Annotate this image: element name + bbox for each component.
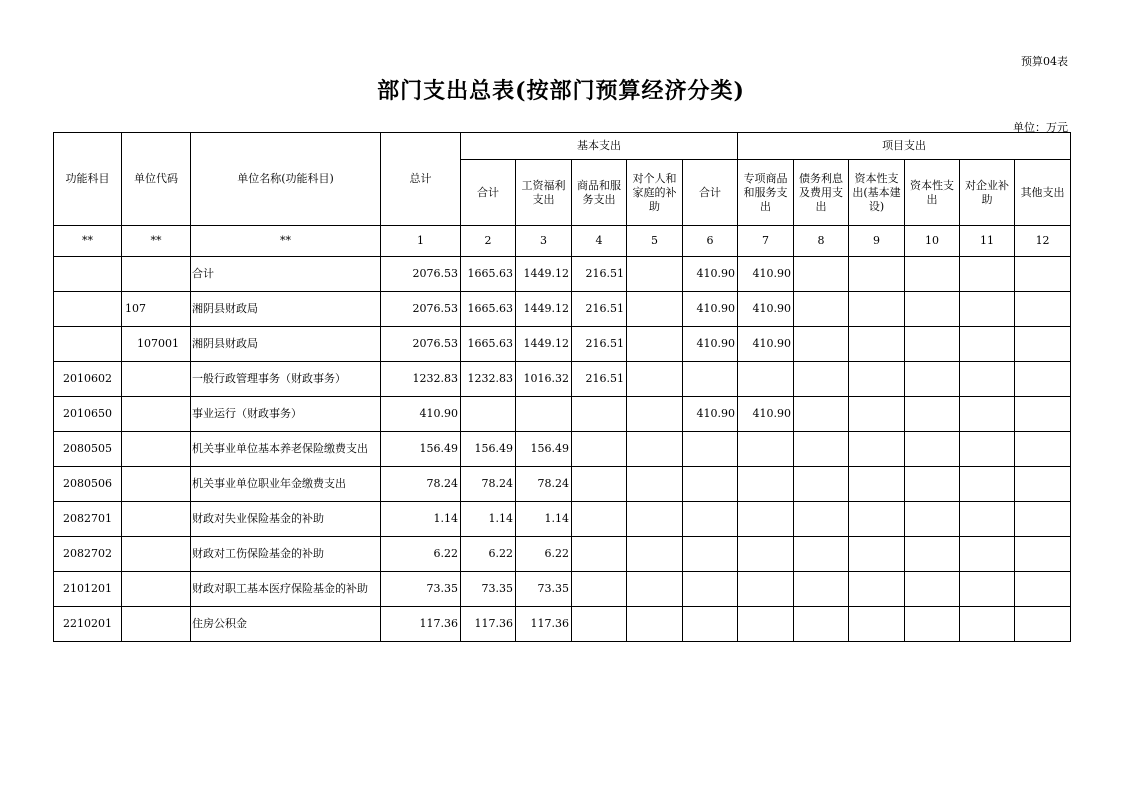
amount-cell xyxy=(738,572,794,607)
amount-cell xyxy=(1015,362,1071,397)
unit-code-cell xyxy=(122,502,191,537)
amount-cell xyxy=(905,397,960,432)
unit-name-cell: 机关事业单位基本养老保险缴费支出 xyxy=(191,432,381,467)
table-body xyxy=(54,257,1071,642)
header-unit-name: 单位名称(功能科目) xyxy=(191,133,381,226)
amount-cell xyxy=(683,467,738,502)
amount-cell xyxy=(905,432,960,467)
index-cell: 8 xyxy=(794,226,849,257)
amount-cell xyxy=(572,537,627,572)
amount-cell: 216.51 xyxy=(572,292,627,327)
amount-cell xyxy=(905,257,960,292)
amount-cell: 410.90 xyxy=(738,292,794,327)
amount-cell xyxy=(738,502,794,537)
table-row xyxy=(54,292,1071,327)
amount-cell xyxy=(905,537,960,572)
amount-cell xyxy=(905,292,960,327)
amount-cell xyxy=(683,362,738,397)
unit-name-cell: 合计 xyxy=(191,257,381,292)
func-subject-cell xyxy=(54,257,122,292)
amount-cell xyxy=(683,537,738,572)
header-project-col: 合计 xyxy=(683,160,738,226)
amount-cell xyxy=(627,572,683,607)
amount-cell: 216.51 xyxy=(572,362,627,397)
amount-cell xyxy=(905,362,960,397)
amount-cell xyxy=(905,607,960,642)
amount-cell xyxy=(1015,292,1071,327)
amount-cell xyxy=(1015,467,1071,502)
amount-cell xyxy=(960,397,1015,432)
amount-cell xyxy=(905,327,960,362)
amount-cell xyxy=(960,607,1015,642)
func-subject-cell: 2210201 xyxy=(54,607,122,642)
func-subject-cell: 2082701 xyxy=(54,502,122,537)
func-subject-cell: 2101201 xyxy=(54,572,122,607)
unit-name-cell: 财政对工伤保险基金的补助 xyxy=(191,537,381,572)
amount-cell xyxy=(794,572,849,607)
amount-cell: 78.24 xyxy=(381,467,461,502)
amount-cell xyxy=(794,502,849,537)
amount-cell xyxy=(461,397,516,432)
amount-cell xyxy=(849,292,905,327)
amount-cell xyxy=(849,362,905,397)
amount-cell xyxy=(738,467,794,502)
index-cell: 3 xyxy=(516,226,572,257)
amount-cell xyxy=(849,607,905,642)
amount-cell: 1232.83 xyxy=(461,362,516,397)
index-cell: ** xyxy=(122,226,191,257)
header-basic-expenditure: 基本支出 xyxy=(461,133,738,160)
unit-code-cell xyxy=(122,397,191,432)
table-row xyxy=(54,257,1071,292)
amount-cell: 6.22 xyxy=(381,537,461,572)
amount-cell xyxy=(849,502,905,537)
header-func-subject: 功能科目 xyxy=(54,133,122,226)
table-row xyxy=(54,502,1071,537)
amount-cell xyxy=(683,502,738,537)
unit-code-cell xyxy=(122,432,191,467)
func-subject-cell: 2080506 xyxy=(54,467,122,502)
amount-cell: 410.90 xyxy=(683,397,738,432)
amount-cell: 1.14 xyxy=(381,502,461,537)
unit-name-cell: 湘阴县财政局 xyxy=(191,327,381,362)
index-cell: 5 xyxy=(627,226,683,257)
amount-cell xyxy=(794,257,849,292)
unit-name-cell: 住房公积金 xyxy=(191,607,381,642)
amount-cell xyxy=(683,572,738,607)
amount-cell: 1.14 xyxy=(516,502,572,537)
index-cell: ** xyxy=(54,226,122,257)
amount-cell: 410.90 xyxy=(381,397,461,432)
amount-cell xyxy=(627,432,683,467)
amount-cell: 78.24 xyxy=(461,467,516,502)
amount-cell xyxy=(1015,607,1071,642)
amount-cell xyxy=(849,397,905,432)
amount-cell: 410.90 xyxy=(738,327,794,362)
amount-cell xyxy=(794,362,849,397)
unit-code-cell xyxy=(122,467,191,502)
amount-cell xyxy=(572,572,627,607)
amount-cell xyxy=(738,537,794,572)
unit-name-cell: 事业运行（财政事务） xyxy=(191,397,381,432)
amount-cell xyxy=(960,432,1015,467)
amount-cell xyxy=(627,257,683,292)
index-cell: 4 xyxy=(572,226,627,257)
amount-cell: 1232.83 xyxy=(381,362,461,397)
amount-cell xyxy=(794,537,849,572)
amount-cell: 410.90 xyxy=(683,292,738,327)
func-subject-cell: 2010650 xyxy=(54,397,122,432)
index-cell: 9 xyxy=(849,226,905,257)
expenditure-table xyxy=(53,132,1071,642)
amount-cell: 2076.53 xyxy=(381,327,461,362)
header-basic-col: 合计 xyxy=(461,160,516,226)
amount-cell xyxy=(738,607,794,642)
amount-cell xyxy=(849,537,905,572)
table-row xyxy=(54,397,1071,432)
func-subject-cell: 2082702 xyxy=(54,537,122,572)
table-row xyxy=(54,432,1071,467)
amount-cell xyxy=(627,502,683,537)
index-cell: 7 xyxy=(738,226,794,257)
page-title: 部门支出总表(按部门预算经济分类) xyxy=(377,78,745,104)
amount-cell: 117.36 xyxy=(516,607,572,642)
amount-cell xyxy=(627,607,683,642)
unit-name-cell: 湘阴县财政局 xyxy=(191,292,381,327)
amount-cell xyxy=(960,292,1015,327)
amount-cell xyxy=(738,362,794,397)
amount-cell xyxy=(960,537,1015,572)
amount-cell xyxy=(849,467,905,502)
amount-cell: 73.35 xyxy=(461,572,516,607)
amount-cell xyxy=(572,397,627,432)
amount-cell xyxy=(905,502,960,537)
amount-cell: 1.14 xyxy=(461,502,516,537)
amount-cell: 2076.53 xyxy=(381,292,461,327)
unit-code-cell xyxy=(122,537,191,572)
header-total: 总计 xyxy=(381,133,461,226)
amount-cell xyxy=(1015,502,1071,537)
unit-code-cell xyxy=(122,607,191,642)
header-project-col: 债务利息及费用支出 xyxy=(794,160,849,226)
index-row xyxy=(54,226,1071,257)
amount-cell xyxy=(960,257,1015,292)
amount-cell xyxy=(1015,537,1071,572)
amount-cell xyxy=(738,432,794,467)
amount-cell xyxy=(572,502,627,537)
amount-cell xyxy=(572,467,627,502)
unit-code-cell: 107001 xyxy=(122,327,191,362)
amount-cell: 410.90 xyxy=(738,257,794,292)
table-row xyxy=(54,327,1071,362)
amount-cell: 117.36 xyxy=(381,607,461,642)
func-subject-cell: 2080505 xyxy=(54,432,122,467)
amount-cell: 410.90 xyxy=(683,327,738,362)
amount-cell: 216.51 xyxy=(572,257,627,292)
table-row xyxy=(54,572,1071,607)
func-subject-cell xyxy=(54,292,122,327)
amount-cell: 1449.12 xyxy=(516,327,572,362)
header-basic-col: 对个人和家庭的补助 xyxy=(627,160,683,226)
amount-cell xyxy=(1015,397,1071,432)
amount-cell xyxy=(1015,327,1071,362)
amount-cell: 1665.63 xyxy=(461,257,516,292)
header-basic-col: 商品和服务支出 xyxy=(572,160,627,226)
amount-cell xyxy=(627,327,683,362)
table-row xyxy=(54,537,1071,572)
func-subject-cell: 2010602 xyxy=(54,362,122,397)
amount-cell xyxy=(627,362,683,397)
amount-cell: 410.90 xyxy=(683,257,738,292)
amount-cell: 156.49 xyxy=(461,432,516,467)
amount-cell: 1449.12 xyxy=(516,292,572,327)
header-project-expenditure: 项目支出 xyxy=(738,133,1071,160)
index-cell: 10 xyxy=(905,226,960,257)
amount-cell xyxy=(794,467,849,502)
amount-cell xyxy=(960,362,1015,397)
amount-cell xyxy=(849,432,905,467)
amount-cell xyxy=(627,292,683,327)
amount-cell xyxy=(960,502,1015,537)
amount-cell xyxy=(1015,572,1071,607)
amount-cell xyxy=(905,572,960,607)
unit-label: 单位：万元 xyxy=(1013,121,1068,134)
amount-cell xyxy=(627,537,683,572)
func-subject-cell xyxy=(54,327,122,362)
amount-cell xyxy=(794,607,849,642)
index-cell: 11 xyxy=(960,226,1015,257)
amount-cell xyxy=(572,432,627,467)
amount-cell xyxy=(960,327,1015,362)
amount-cell: 1449.12 xyxy=(516,257,572,292)
amount-cell: 1665.63 xyxy=(461,327,516,362)
amount-cell xyxy=(960,572,1015,607)
header-row-1 xyxy=(54,133,1071,160)
amount-cell xyxy=(683,432,738,467)
amount-cell: 6.22 xyxy=(516,537,572,572)
form-number: 预算04表 xyxy=(1021,55,1068,68)
amount-cell xyxy=(1015,432,1071,467)
amount-cell: 1665.63 xyxy=(461,292,516,327)
amount-cell xyxy=(794,432,849,467)
header-project-col: 资本性支出(基本建设) xyxy=(849,160,905,226)
unit-code-cell xyxy=(122,362,191,397)
header-basic-col: 工资福利支出 xyxy=(516,160,572,226)
header-project-col: 对企业补助 xyxy=(960,160,1015,226)
amount-cell xyxy=(627,467,683,502)
amount-cell xyxy=(794,292,849,327)
amount-cell: 1016.32 xyxy=(516,362,572,397)
header-unit-code: 单位代码 xyxy=(122,133,191,226)
index-cell: 12 xyxy=(1015,226,1071,257)
unit-name-cell: 财政对失业保险基金的补助 xyxy=(191,502,381,537)
unit-name-cell: 机关事业单位职业年金缴费支出 xyxy=(191,467,381,502)
amount-cell: 73.35 xyxy=(381,572,461,607)
index-cell: 6 xyxy=(683,226,738,257)
amount-cell xyxy=(572,607,627,642)
amount-cell xyxy=(627,397,683,432)
table-row xyxy=(54,362,1071,397)
header-project-col: 专项商品和服务支出 xyxy=(738,160,794,226)
amount-cell xyxy=(849,572,905,607)
unit-name-cell: 财政对职工基本医疗保险基金的补助 xyxy=(191,572,381,607)
unit-code-cell xyxy=(122,257,191,292)
table-row xyxy=(54,607,1071,642)
amount-cell xyxy=(1015,257,1071,292)
amount-cell: 117.36 xyxy=(461,607,516,642)
amount-cell: 73.35 xyxy=(516,572,572,607)
unit-name-cell: 一般行政管理事务（财政事务） xyxy=(191,362,381,397)
header-project-col: 资本性支出 xyxy=(905,160,960,226)
index-cell: 2 xyxy=(461,226,516,257)
amount-cell: 410.90 xyxy=(738,397,794,432)
amount-cell: 156.49 xyxy=(516,432,572,467)
amount-cell: 216.51 xyxy=(572,327,627,362)
amount-cell xyxy=(849,327,905,362)
amount-cell: 156.49 xyxy=(381,432,461,467)
header-project-col: 其他支出 xyxy=(1015,160,1071,226)
amount-cell: 78.24 xyxy=(516,467,572,502)
table-row xyxy=(54,467,1071,502)
amount-cell: 6.22 xyxy=(461,537,516,572)
amount-cell xyxy=(794,327,849,362)
amount-cell xyxy=(960,467,1015,502)
index-cell: ** xyxy=(191,226,381,257)
amount-cell xyxy=(516,397,572,432)
amount-cell xyxy=(794,397,849,432)
amount-cell xyxy=(683,607,738,642)
index-cell: 1 xyxy=(381,226,461,257)
unit-code-cell xyxy=(122,572,191,607)
amount-cell xyxy=(905,467,960,502)
unit-code-cell: 107 xyxy=(122,292,191,327)
amount-cell: 2076.53 xyxy=(381,257,461,292)
amount-cell xyxy=(849,257,905,292)
